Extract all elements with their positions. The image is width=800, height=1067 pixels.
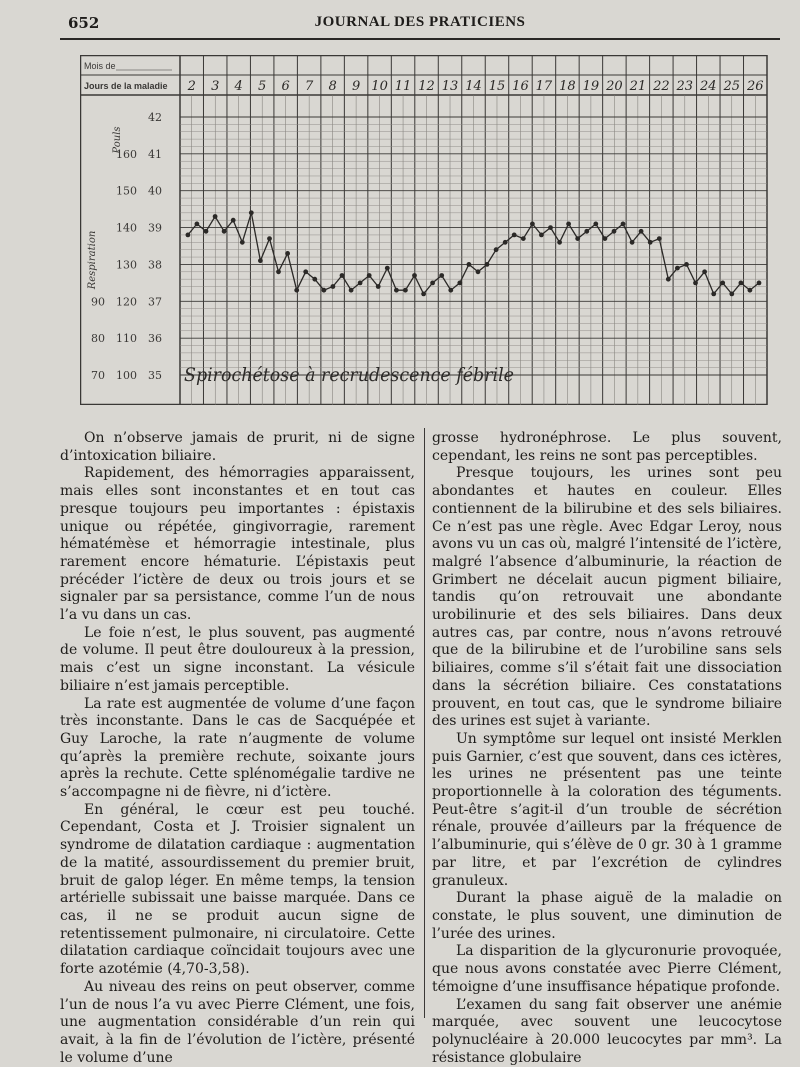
pouls-label: Pouls (112, 126, 123, 154)
temperature-point (711, 292, 716, 297)
temperature-point (720, 281, 725, 286)
temperature-point (294, 288, 299, 293)
paragraph-foie: Le foie n’est, le plus souvent, pas augmenté de volume. Il peut être douloureux à la pression, mais c’est un signe inconstant. La vésicule biliaire n’est jamais perceptible. (60, 625, 415, 696)
temperature-point (557, 240, 562, 245)
day-number: 22 (652, 79, 670, 94)
day-number: 18 (559, 79, 576, 94)
temperature-point (476, 269, 481, 274)
temperature-point (240, 240, 245, 245)
temperature-point (521, 236, 526, 241)
day-number: 24 (699, 79, 717, 94)
journal-title: JOURNAL DES PRATICIENS (60, 14, 780, 31)
temperature-point (702, 269, 707, 274)
pulse-tick: 130 (116, 258, 137, 271)
temperature-point (267, 236, 272, 241)
chart-frame (81, 56, 768, 405)
temperature-point (621, 222, 626, 227)
temperature-point (448, 288, 453, 293)
temperature-point (675, 266, 680, 271)
day-number: 14 (465, 79, 482, 94)
temperature-point (276, 269, 281, 274)
day-number: 3 (211, 79, 219, 94)
temperature-point (612, 229, 617, 234)
temperature-point (258, 258, 263, 263)
paragraph-coeur: En général, le cœur est peu touché. Cependant, Costa et J. Troisier signalent un syndrome de dilatation cardiaque : augmentation de la matité, assourdissement du premier bruit, bruit de galop léger. En même temps, la tension artérielle subissait une baisse marquée. Dans ce cas, il ne se produit aucun signe de retentissement pulmonaire, ni circulatoire. Cette dilatation cardiaque coïncidait toujours avec une forte azotémie (4,70-3,58). (60, 802, 415, 979)
day-number: 15 (489, 79, 506, 94)
temperature-tick: 41 (148, 148, 162, 161)
pulse-tick: 140 (116, 222, 137, 235)
day-number: 26 (746, 79, 764, 94)
temperature-point (684, 262, 689, 267)
paragraph-hemorragies: Rapidement, des hémorragies apparaissent, mais elles sont inconstantes et en tout cas presque toujours peu importantes : épistaxis unique ou répétée, gingivorragie, rarement hématémèse et hémorragie intestinale, plus rarement encore hématurie. L’épistaxis peut précéder l’ictère de deux ou trois jours et se signaler par sa persistance, comme l’un de nous l’a vu dans un cas. (60, 465, 415, 624)
paragraph-hydronephrose: grosse hydronéphrose. Le plus souvent, cependant, les reins ne sont pas perceptibles. (432, 430, 782, 465)
temperature-point (729, 292, 734, 297)
column-divider (424, 428, 425, 1018)
day-number: 6 (282, 79, 290, 94)
temperature-point (657, 236, 662, 241)
paragraph-glycuronurie: La disparition de la glycuronurie provoquée, que nous avons constatée avec Pierre Clément, témoigne d’une insuffisance hépatique profonde. (432, 943, 782, 996)
pulse-tick: 160 (116, 148, 137, 161)
temperature-point (494, 247, 499, 252)
pulse-tick: 150 (116, 185, 137, 198)
temperature-point (195, 222, 200, 227)
day-number: 12 (418, 79, 435, 94)
temperature-point (639, 229, 644, 234)
day-number: 23 (676, 79, 694, 94)
day-number: 19 (583, 79, 600, 94)
temperature-point (666, 277, 671, 282)
temperature-point (584, 229, 589, 234)
temperature-point (757, 281, 762, 286)
temperature-point (358, 281, 363, 286)
respiration-tick: 80 (91, 332, 105, 345)
temperature-point (394, 288, 399, 293)
temperature-point (412, 273, 417, 278)
day-number: 25 (723, 79, 741, 94)
day-number: 17 (536, 79, 553, 94)
left-column (60, 430, 415, 1067)
temperature-point (213, 214, 218, 219)
paragraph-rate: La rate est augmentée de volume d’une façon très inconstante. Dans le cas de Sacquépée et Guy Laroche, la rate n’augmente de volume qu’après la première rechute, soixante jours après la rechute. Cette splénomégalie tardive ne s’accompagne ni de fièvre, ni d’ictère. (60, 696, 415, 802)
page-header (60, 10, 780, 36)
temperature-point (693, 281, 698, 286)
temperature-point (467, 262, 472, 267)
temperature-point (367, 273, 372, 278)
temperature-point (430, 281, 435, 286)
temperature-chart (80, 55, 770, 405)
temperature-point (249, 210, 254, 215)
header-rule (60, 38, 780, 40)
temperature-point (503, 240, 508, 245)
pulse-tick: 110 (116, 332, 137, 345)
paragraph-merklen: Un symptôme sur lequel ont insisté Merklen puis Garnier, c’est que souvent, dans ces ictères, les urines ne présentent pas une teinte proportionnelle à la coloration des téguments. Peut-être s’agit-il d’un trouble de sécrétion rénale, prouvée d’ailleurs par la fréquence de l’albuminurie, qui s’élève de 0 gr. 30 à 1 gramme par litre, et par l’excrétion de cylindres granuleux. (432, 731, 782, 890)
day-number: 7 (305, 79, 314, 94)
day-number: 2 (187, 79, 196, 94)
paragraph-uree: Durant la phase aiguë de la maladie on constate, le plus souvent, une diminution de l’urée des urines. (432, 890, 782, 943)
day-number: 10 (371, 79, 388, 94)
temperature-point (739, 281, 744, 286)
temperature-point (485, 262, 490, 267)
paragraph-reins: Au niveau des reins on peut observer, comme l’un de nous l’a vu avec Pierre Clément, une fois, une augmentation considérable d’un rein qui avait, à la fin de l’évolution de l’ictère, présenté le volume d’une (60, 979, 415, 1067)
respiration-tick: 90 (91, 295, 105, 308)
temperature-tick: 40 (148, 185, 162, 198)
temperature-point (575, 236, 580, 241)
temperature-point (457, 281, 462, 286)
temperature-point (312, 277, 317, 282)
temperature-tick: 36 (148, 332, 162, 345)
day-number: 13 (442, 79, 459, 94)
right-column (432, 430, 782, 1067)
respiration-label: Respiration (87, 231, 98, 291)
mois-label: Mois de (84, 61, 116, 71)
temperature-chart-svg (80, 55, 770, 405)
temperature-point (385, 266, 390, 271)
temperature-point (748, 288, 753, 293)
temperature-point (186, 233, 191, 238)
jours-label: Jours de la maladie (84, 81, 168, 91)
day-number: 16 (512, 79, 529, 94)
day-number: 21 (629, 79, 647, 94)
temperature-tick: 35 (148, 369, 162, 382)
temperature-point (231, 218, 236, 223)
page-number: 652 (68, 14, 99, 32)
paragraph-sang: L’examen du sang fait observer une anémie marquée, avec souvent une leucocytose polynucléaire à 20.000 leucocytes par mm³. La résistance globulaire (432, 997, 782, 1067)
paragraph-urines: Presque toujours, les urines sont peu abondantes et hautes en couleur. Elles contiennent de la bilirubine et des sels biliaires. Ce n’est pas une règle. Avec Edgar Leroy, nous avons vu un cas où, malgré l’intensité de l’ictère, malgré l’absence d’albuminurie, la réaction de Grimbert ne décelait aucun pigment biliaire, tandis qu’on retrouvait une abondante urobilinurie et des sels biliaires. Dans deux autres cas, par contre, nous n’avons retrouvé que de la bilirubine et de l’urobiline sans sels biliaires, comme s’il s’était fait une dissociation dans la sécrétion biliaire. Ces constatations prouvent, en tout cas, que le syndrome biliaire des urines est sujet à variante. (432, 465, 782, 731)
temperature-tick: 38 (148, 258, 162, 271)
temperature-point (603, 236, 608, 241)
temperature-point (349, 288, 354, 293)
temperature-point (566, 222, 571, 227)
temperature-point (403, 288, 408, 293)
temperature-point (204, 229, 209, 234)
temperature-point (222, 229, 227, 234)
pulse-tick: 100 (116, 369, 137, 382)
annotation-handwriting: Spirochétose à recrudescence fébrile (184, 364, 514, 386)
day-number: 9 (352, 79, 360, 94)
day-number: 4 (234, 79, 243, 94)
temperature-point (322, 288, 327, 293)
temperature-point (285, 251, 290, 256)
temperature-point (331, 284, 336, 289)
temperature-point (593, 222, 598, 227)
temperature-tick: 42 (148, 111, 162, 124)
temperature-point (539, 233, 544, 238)
temperature-tick: 39 (148, 222, 162, 235)
temperature-point (303, 269, 308, 274)
temperature-tick: 37 (148, 295, 162, 308)
temperature-point (376, 284, 381, 289)
temperature-point (630, 240, 635, 245)
pulse-tick: 120 (116, 295, 137, 308)
temperature-point (530, 222, 535, 227)
temperature-point (648, 240, 653, 245)
temperature-point (340, 273, 345, 278)
day-number: 20 (605, 79, 623, 94)
paragraph-prurit: On n’observe jamais de prurit, ni de signe d’intoxication biliaire. (60, 430, 415, 465)
day-number: 11 (395, 79, 412, 94)
temperature-point (421, 292, 426, 297)
temperature-point (548, 225, 553, 230)
day-number: 8 (328, 79, 336, 94)
respiration-tick: 70 (91, 369, 105, 382)
day-number: 5 (258, 79, 266, 94)
temperature-point (439, 273, 444, 278)
temperature-point (512, 233, 517, 238)
